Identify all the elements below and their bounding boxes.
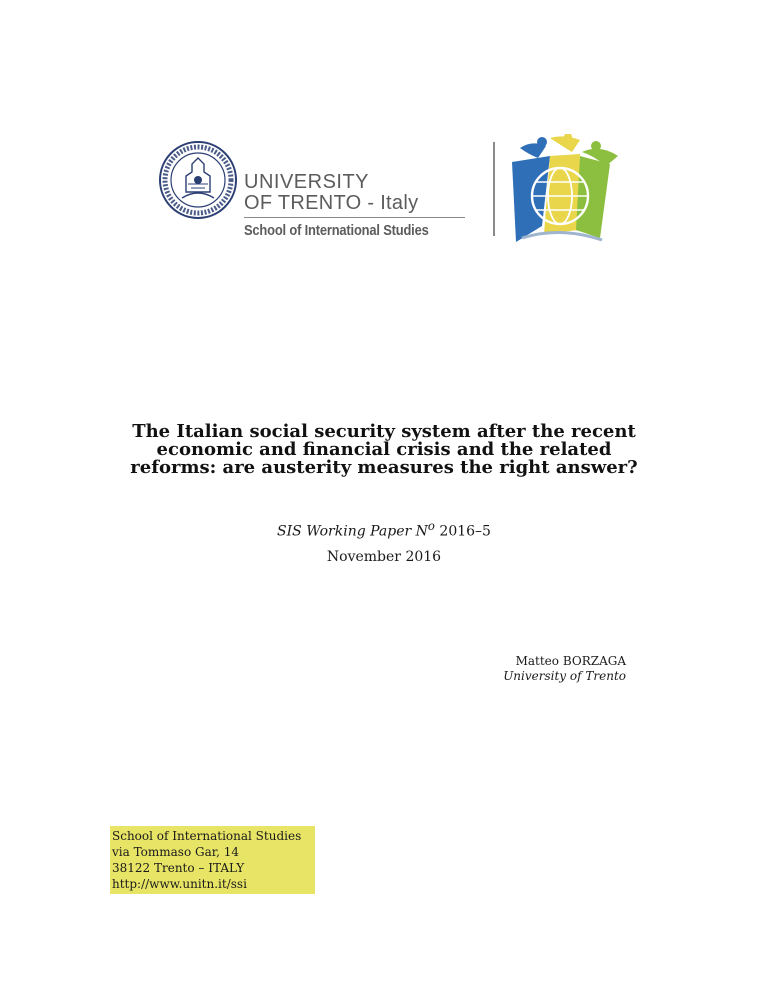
series-label: SIS Working Paper N xyxy=(277,523,428,540)
author-block xyxy=(503,654,626,684)
wordmark-divider xyxy=(244,217,465,218)
address-line: School of International Studies xyxy=(112,829,302,843)
university-name-line2: OF TRENTO - Italy xyxy=(244,192,419,214)
university-seal-icon xyxy=(158,140,238,220)
series-number: 2016–5 xyxy=(439,523,491,540)
school-name: School of International Studies xyxy=(244,222,429,239)
address-line: via Tommaso Gar, 14 xyxy=(112,845,240,859)
title-line: reforms: are austerity measures the right answer? xyxy=(130,457,638,478)
address-url[interactable]: http://www.unitn.it/ssi xyxy=(112,877,247,891)
author-affiliation: University of Trento xyxy=(503,669,626,683)
working-paper-number xyxy=(0,518,768,540)
paper-title xyxy=(100,423,668,477)
author-name: Matteo BORZAGA xyxy=(515,654,626,668)
header-logos xyxy=(150,134,640,254)
publication-date: November 2016 xyxy=(326,549,442,565)
address-box xyxy=(110,826,315,894)
address-line: 38122 Trento – ITALY xyxy=(112,861,245,875)
university-name-line1: UNIVERSITY xyxy=(244,171,370,193)
title-line: economic and financial crisis and the related xyxy=(156,439,612,460)
title-line: The Italian social security system after the recent xyxy=(132,421,636,442)
series-superscript: o xyxy=(427,519,435,533)
sis-emblem-icon xyxy=(502,134,624,252)
logo-separator xyxy=(493,142,495,236)
